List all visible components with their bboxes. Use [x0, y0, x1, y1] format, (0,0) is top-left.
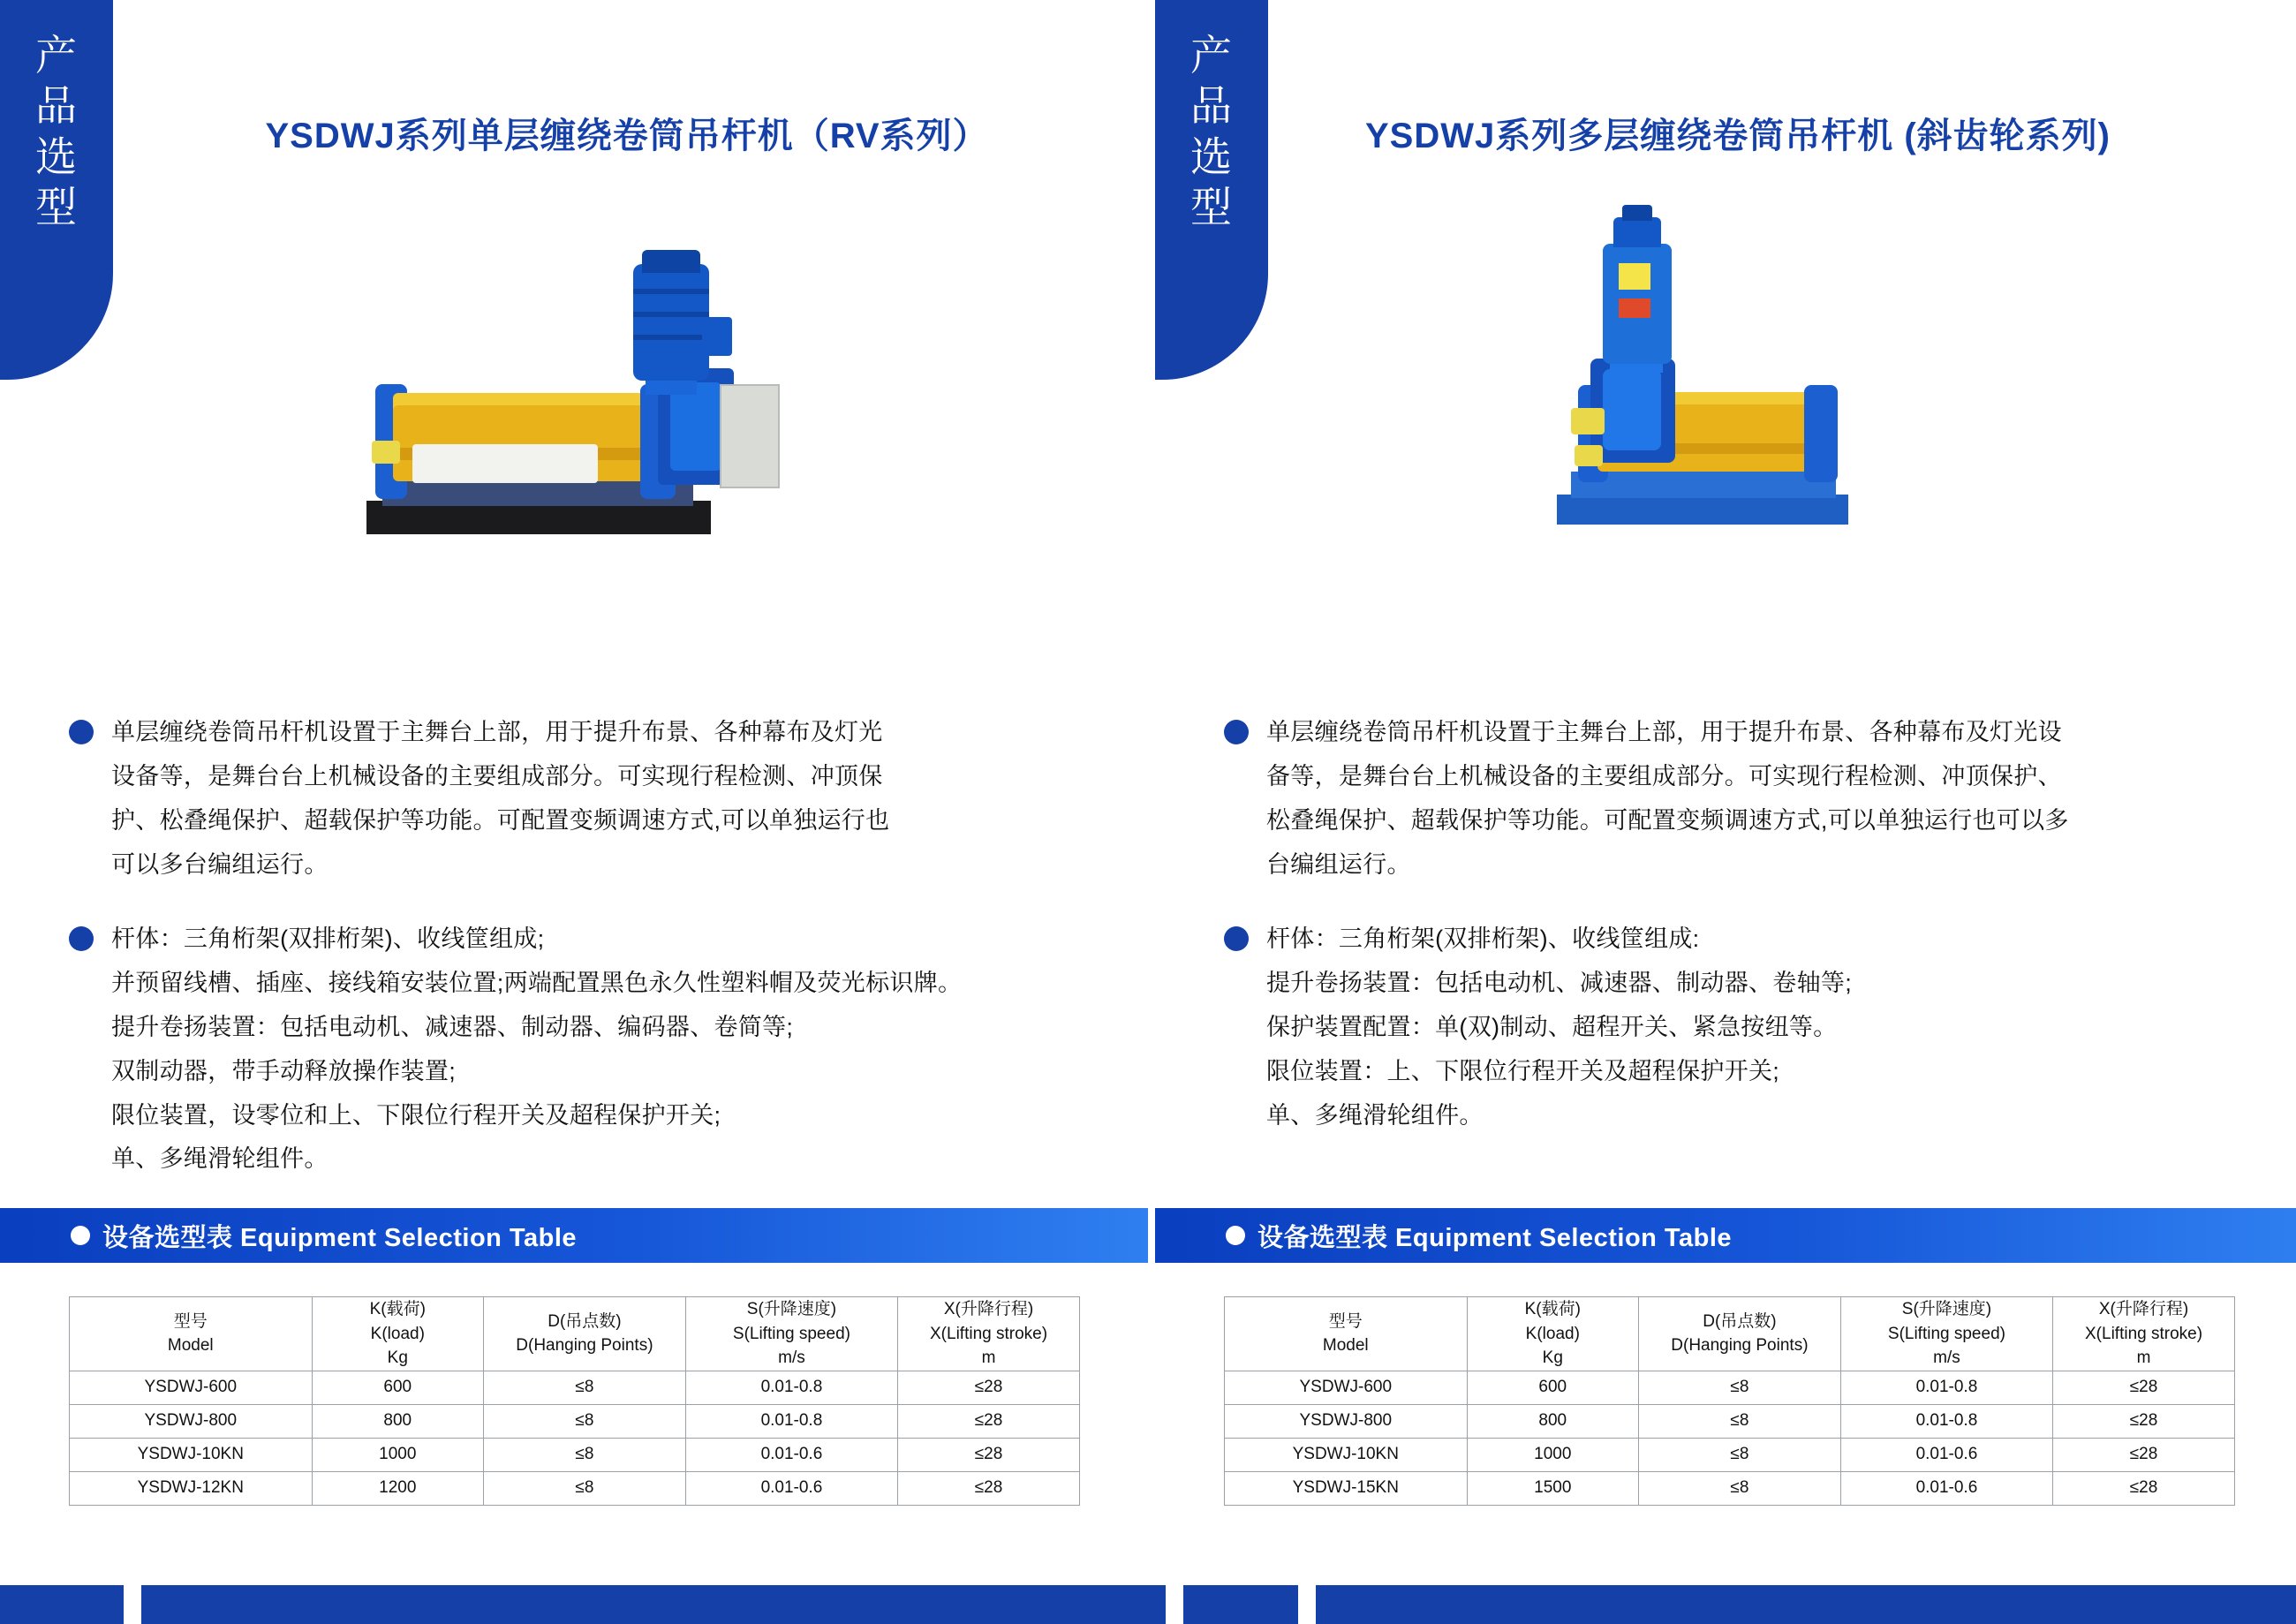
- th-line: 型号: [1328, 1311, 1363, 1331]
- table-header-row: [1225, 1297, 2235, 1371]
- cell-stroke: ≤28: [898, 1438, 1080, 1471]
- feature-item: [69, 711, 1111, 888]
- footer-block: [1316, 1585, 2296, 1624]
- feature-line: 可以多台编组运行。: [111, 850, 329, 878]
- feature-line: 提升卷扬装置：包括电动机、减速器、制动器、编码器、卷简等;: [111, 1013, 794, 1040]
- table-row: [70, 1471, 1080, 1505]
- th-line: Kg: [387, 1348, 408, 1368]
- feature-text: [111, 711, 889, 888]
- equipment-selection-table: [1224, 1296, 2235, 1506]
- th-line: m: [2136, 1348, 2151, 1368]
- feature-line: 保护装置配置：单(双)制动、超程开关、紧急按纽等。: [1266, 1013, 1838, 1040]
- feature-line: 限位装置：上、下限位行程开关及超程保护开关;: [1266, 1057, 1780, 1084]
- th-line: D(吊点数): [1703, 1311, 1777, 1331]
- feature-list-right: [1224, 711, 2266, 1167]
- flag-char: 选: [1190, 132, 1233, 180]
- feature-line: 松叠绳保护、超载保护等功能。可配置变频调速方式,可以单独运行也可以多: [1266, 806, 2069, 834]
- table-row: [1225, 1471, 2235, 1505]
- cell-model: YSDWJ-600: [1225, 1371, 1468, 1404]
- feature-line: 并预留线槽、插座、接线箱安装位置;两端配置黑色永久性塑料帽及荧光标识牌。: [111, 969, 963, 996]
- feature-line: 双制动器，带手动释放操作装置;: [111, 1057, 457, 1084]
- cell-stroke: ≤28: [2053, 1371, 2235, 1404]
- feature-item: [1224, 918, 2266, 1138]
- bullet-dot-icon: [69, 926, 94, 951]
- th-line: 型号: [173, 1311, 208, 1331]
- th-line: X(升降行程): [2098, 1300, 2189, 1318]
- feature-line: 单、多绳滑轮组件。: [111, 1145, 329, 1173]
- cell-load: 600: [1467, 1371, 1638, 1404]
- flag-char: 产: [35, 32, 78, 79]
- footer-block: [1183, 1585, 1298, 1624]
- th-line: Model: [167, 1336, 214, 1356]
- th-load: [1467, 1297, 1638, 1371]
- feature-line: 单层缠绕卷筒吊杆机设置于主舞台上部，用于提升布景、各种幕布及灯光: [111, 719, 883, 745]
- th-line: m: [981, 1348, 996, 1368]
- cell-model: YSDWJ-800: [1225, 1404, 1468, 1438]
- section-title: 设备选型表 Equipment Selection Table: [102, 1223, 578, 1252]
- th-line: K(load): [1525, 1324, 1580, 1343]
- table-row: [1225, 1404, 2235, 1438]
- feature-line: 护、松叠绳保护、超载保护等功能。可配置变频调速方式,可以单独运行也: [111, 806, 890, 834]
- product-photo-left: [0, 225, 1148, 706]
- th-line: S(升降速度): [746, 1300, 837, 1318]
- flag-label-left: [0, 30, 113, 232]
- cell-model: YSDWJ-10KN: [1225, 1438, 1468, 1471]
- cell-load: 1200: [312, 1471, 483, 1505]
- table-row: [70, 1371, 1080, 1404]
- th-line: X(升降行程): [943, 1300, 1034, 1318]
- feature-text: [111, 918, 962, 1182]
- cell-points: ≤8: [1639, 1438, 1841, 1471]
- section-title: 设备选型表 Equipment Selection Table: [1258, 1223, 1733, 1252]
- th-model: [1225, 1297, 1468, 1371]
- cell-points: ≤8: [484, 1404, 686, 1438]
- cell-model: YSDWJ-12KN: [70, 1471, 313, 1505]
- cell-model: YSDWJ-10KN: [70, 1438, 313, 1471]
- feature-item: [1224, 711, 2266, 888]
- th-line: X(Lifting stroke): [930, 1324, 1048, 1343]
- cell-stroke: ≤28: [898, 1471, 1080, 1505]
- bullet-dot-icon: [69, 720, 94, 744]
- cell-stroke: ≤28: [898, 1404, 1080, 1438]
- feature-item: [69, 918, 1111, 1182]
- bullet-dot-icon: [1224, 720, 1249, 744]
- cell-points: ≤8: [1639, 1404, 1841, 1438]
- th-line: K(载荷): [369, 1300, 426, 1318]
- feature-line: 单层缠绕卷筒吊杆机设置于主舞台上部，用于提升布景、各种幕布及灯光设: [1266, 719, 2062, 745]
- flag-char: 品: [1190, 82, 1233, 130]
- feature-line: 备等，是舞台台上机械设备的主要组成部分。可实现行程检测、冲顶保护、: [1266, 762, 2062, 789]
- cell-points: ≤8: [484, 1438, 686, 1471]
- cell-speed: 0.01-0.6: [685, 1471, 897, 1505]
- feature-line: 设备等，是舞台台上机械设备的主要组成部分。可实现行程检测、冲顶保: [111, 762, 883, 789]
- feature-line: 限位装置，设零位和上、下限位行程开关及超程保护开关;: [111, 1101, 721, 1129]
- flag-char: 选: [35, 132, 78, 180]
- product-photo-right: [1155, 203, 2296, 684]
- flag-label-right: [1155, 30, 1268, 232]
- page-title-right: YSDWJ系列多层缠绕卷筒吊杆机 (斜齿轮系列): [1365, 117, 2111, 155]
- corner-flag-right: [1155, 0, 1268, 380]
- bullet-dot-icon: [1224, 926, 1249, 951]
- cell-load: 800: [1467, 1404, 1638, 1438]
- section-header-right: [1155, 1208, 2296, 1263]
- footer-block: [141, 1585, 1166, 1624]
- selection-table-right: [1224, 1296, 2235, 1506]
- footer-stripes: [0, 1585, 2296, 1624]
- cell-model: YSDWJ-800: [70, 1404, 313, 1438]
- cell-speed: 0.01-0.8: [685, 1404, 897, 1438]
- cell-speed: 0.01-0.6: [1840, 1438, 2052, 1471]
- th-line: K(载荷): [1524, 1300, 1581, 1318]
- th-line: S(升降速度): [1901, 1300, 1992, 1318]
- table-header-row: [70, 1297, 1080, 1371]
- section-dot-icon: [71, 1226, 90, 1245]
- th-lifting-speed: [1840, 1297, 2052, 1371]
- th-line: Model: [1322, 1336, 1369, 1356]
- equipment-selection-table: [69, 1296, 1080, 1506]
- flag-char: 型: [35, 183, 78, 230]
- feature-text: [1266, 711, 2069, 888]
- footer-block: [0, 1585, 124, 1624]
- section-header-left: [0, 1208, 1148, 1263]
- selection-table-left: [69, 1296, 1080, 1506]
- cell-points: ≤8: [1639, 1371, 1841, 1404]
- cell-stroke: ≤28: [2053, 1404, 2235, 1438]
- feature-line: 杆体：三角桁架(双排桁架)、收线筐组成;: [111, 925, 545, 952]
- cell-speed: 0.01-0.8: [1840, 1371, 2052, 1404]
- hoist-machine-illustration-left: [366, 236, 782, 571]
- cell-speed: 0.01-0.8: [685, 1371, 897, 1404]
- corner-flag-left: [0, 0, 113, 380]
- table-row: [1225, 1438, 2235, 1471]
- cell-stroke: ≤28: [2053, 1471, 2235, 1505]
- cell-points: ≤8: [484, 1371, 686, 1404]
- cell-load: 600: [312, 1371, 483, 1404]
- th-lifting-speed: [685, 1297, 897, 1371]
- cell-model: YSDWJ-600: [70, 1371, 313, 1404]
- cell-load: 1000: [312, 1438, 483, 1471]
- cell-speed: 0.01-0.6: [685, 1438, 897, 1471]
- feature-line: 台编组运行。: [1266, 850, 1411, 878]
- page-title-left: YSDWJ系列单层缠绕卷筒吊杆机（RV系列）: [265, 117, 989, 155]
- table-row: [1225, 1371, 2235, 1404]
- th-line: Kg: [1542, 1348, 1563, 1368]
- th-line: D(吊点数): [548, 1311, 622, 1331]
- feature-list-left: [69, 711, 1111, 1212]
- hoist-machine-illustration-right: [1522, 185, 1937, 565]
- th-line: X(Lifting stroke): [2085, 1324, 2203, 1343]
- feature-line: 提升卷扬装置：包括电动机、减速器、制动器、卷轴等;: [1266, 969, 1853, 996]
- cell-speed: 0.01-0.6: [1840, 1471, 2052, 1505]
- cell-load: 1500: [1467, 1471, 1638, 1505]
- feature-line: 单、多绳滑轮组件。: [1266, 1101, 1484, 1129]
- th-hanging-points: [484, 1297, 686, 1371]
- flag-char: 型: [1190, 183, 1233, 230]
- th-line: D(Hanging Points): [516, 1336, 653, 1356]
- cell-points: ≤8: [484, 1471, 686, 1505]
- th-line: S(Lifting speed): [732, 1324, 850, 1343]
- th-model: [70, 1297, 313, 1371]
- th-lifting-stroke: [2053, 1297, 2235, 1371]
- th-hanging-points: [1639, 1297, 1841, 1371]
- cell-load: 1000: [1467, 1438, 1638, 1471]
- feature-text: [1266, 918, 1852, 1138]
- cell-load: 800: [312, 1404, 483, 1438]
- th-lifting-stroke: [898, 1297, 1080, 1371]
- section-dot-icon: [1226, 1226, 1245, 1245]
- th-load: [312, 1297, 483, 1371]
- cell-points: ≤8: [1639, 1471, 1841, 1505]
- table-row: [70, 1438, 1080, 1471]
- panel-multi-layer: [1148, 0, 2296, 1624]
- cell-stroke: ≤28: [2053, 1438, 2235, 1471]
- th-line: K(load): [370, 1324, 425, 1343]
- th-line: m/s: [778, 1348, 805, 1368]
- th-line: S(Lifting speed): [1887, 1324, 2005, 1343]
- cell-stroke: ≤28: [898, 1371, 1080, 1404]
- th-line: m/s: [1933, 1348, 1960, 1368]
- th-line: D(Hanging Points): [1671, 1336, 1809, 1356]
- cell-model: YSDWJ-15KN: [1225, 1471, 1468, 1505]
- flag-char: 品: [35, 82, 78, 130]
- cell-speed: 0.01-0.8: [1840, 1404, 2052, 1438]
- flag-char: 产: [1190, 32, 1233, 79]
- table-row: [70, 1404, 1080, 1438]
- feature-line: 杆体：三角桁架(双排桁架)、收线筐组成:: [1266, 925, 1700, 952]
